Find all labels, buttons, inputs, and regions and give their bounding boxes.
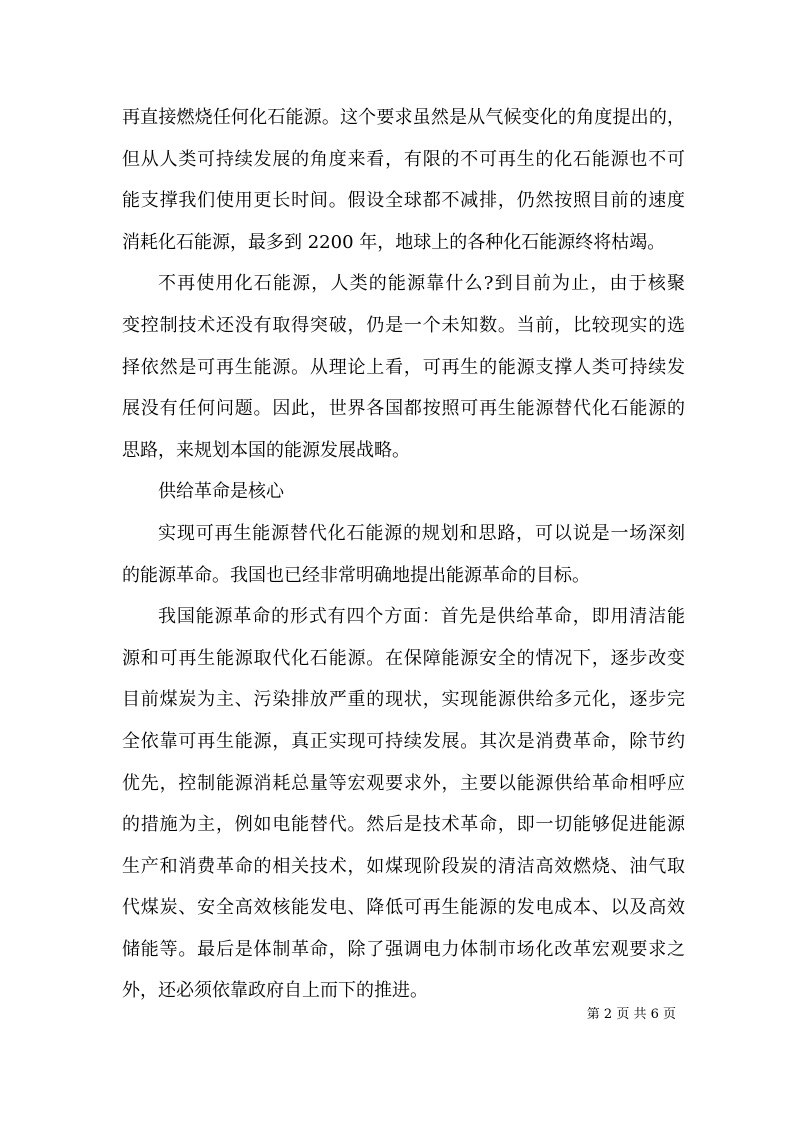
text-line: 思路，来规划本国的能源发展战略。 [122,439,410,461]
text-line: 能支撑我们使用更长时间。假设全球都不减排，仍然按照目前的速度 [122,190,685,212]
text-line: 不再使用化石能源，人类的能源靠什么?到目前为止，由于核聚 [158,273,685,295]
text-line: 再直接燃烧任何化石能源。这个要求虽然是从气候变化的角度提出的， [122,107,685,128]
document-body [122,97,685,1012]
paragraph [122,513,685,596]
page-number-footer: 第 2 页 共 6 页 [586,1007,676,1022]
text-line: 全依靠可再生能源，真正实现可持续发展。其次是消费革命，除节约 [122,730,685,752]
text-line: 实现可再生能源替代化石能源的规划和思路，可以说是一场深刻 [158,522,685,544]
text-line: 储能等。最后是体制革命，除了强调电力体制市场化改革宏观要求之 [122,938,685,960]
text-line: 外，还必须依靠政府自上而下的推进。 [122,980,428,1002]
paragraph [122,97,685,263]
text-line: 优先，控制能源消耗总量等宏观要求外，主要以能源供给革命相呼应 [122,772,685,794]
text-line: 但从人类可持续发展的角度来看，有限的不可再生的化石能源也不可 [122,148,685,170]
paragraph [122,596,685,1012]
paragraph [122,263,685,471]
text-line: 的措施为主，例如电能替代。然后是技术革命，即一切能够促进能源 [122,814,685,836]
text-line: 生产和消费革命的相关技术，如煤现阶段炭的清洁高效燃烧、油气取 [122,855,685,877]
heading-text: 供给革命是核心 [158,481,284,503]
text-line: 的能源革命。我国也已经非常明确地提出能源革命的目标。 [122,564,590,586]
text-line: 展没有任何问题。因此，世界各国都按照可再生能源替代化石能源的 [122,398,685,420]
text-line: 我国能源革命的形式有四个方面：首先是供给革命，即用清洁能 [158,606,685,628]
text-line: 目前煤炭为主、污染排放严重的现状，实现能源供给多元化，逐步完 [122,689,685,711]
text-line: 源和可再生能源取代化石能源。在保障能源安全的情况下，逐步改变 [122,647,685,669]
text-line: 变控制技术还没有取得突破，仍是一个未知数。当前，比较现实的选 [122,314,685,336]
text-line: 择依然是可再生能源。从理论上看，可再生的能源支撑人类可持续发 [122,356,685,378]
text-line: 消耗化石能源，最多到 2200 年，地球上的各种化石能源终将枯竭。 [122,231,666,253]
text-line: 代煤炭、安全高效核能发电、降低可再生能源的发电成本、以及高效 [122,897,685,919]
section-heading [122,471,685,513]
